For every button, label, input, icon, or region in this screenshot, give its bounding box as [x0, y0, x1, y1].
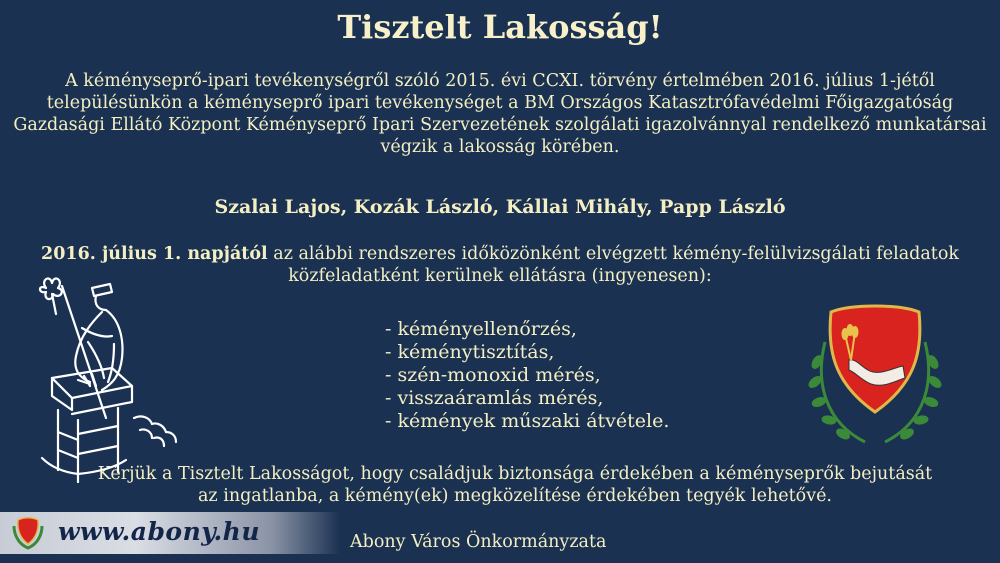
intro-paragraph: A kéményseprő-ipari tevékenységről szóló 2015. évi CCXI. törvény értelmében 2016. július 1-jétől településünkön a kéményseprő ipari tevékenységet a BM Országos Katasztrófavédelmi Főigazgatóság Gazdasági Ellátó Központ Kéményseprő Ipari Szervezetének szolgálati igazolvánnyal rendelkező munkatársai végzik a lakosság körében.	[13, 71, 987, 157]
list-item: - visszaáramlás mérés,	[385, 387, 604, 409]
list-item: - szén-monoxid mérés,	[385, 364, 601, 386]
closing-paragraph: Kérjük a Tisztelt Lakosságot, hogy családjuk biztonsága érdekében a kéményseprők bejutását az ingatlanba, a kémény(ek) megközelítése érdekében tegyék lehetővé.	[97, 464, 933, 506]
small-logo-icon	[8, 516, 48, 552]
coat-of-arms-icon	[805, 302, 945, 452]
list-item: - kéménytisztítás,	[385, 341, 555, 363]
website-link[interactable]: www.abony.hu	[58, 517, 260, 546]
list-item: - kémények műszaki átvétele.	[385, 410, 670, 432]
tasks-intro-text: az alábbi rendszeres időközönként elvégzett kémény-felülvizsgálati feladatok közfeladatként kerülnek ellátásra (ingyenesen):	[267, 244, 959, 286]
list-item: - kéményellenőrzés,	[385, 318, 577, 340]
task-list	[385, 318, 669, 433]
page-title: Tisztelt Lakosság!	[337, 8, 663, 46]
staff-names: Szalai Lajos, Kozák László, Kállai Mihály, Papp László	[214, 196, 786, 218]
tasks-intro-date: 2016. július 1. napjától	[41, 244, 268, 264]
chimney-sweep-illustration	[22, 268, 182, 498]
organization-name: Abony Város Önkormányzata	[350, 532, 607, 552]
